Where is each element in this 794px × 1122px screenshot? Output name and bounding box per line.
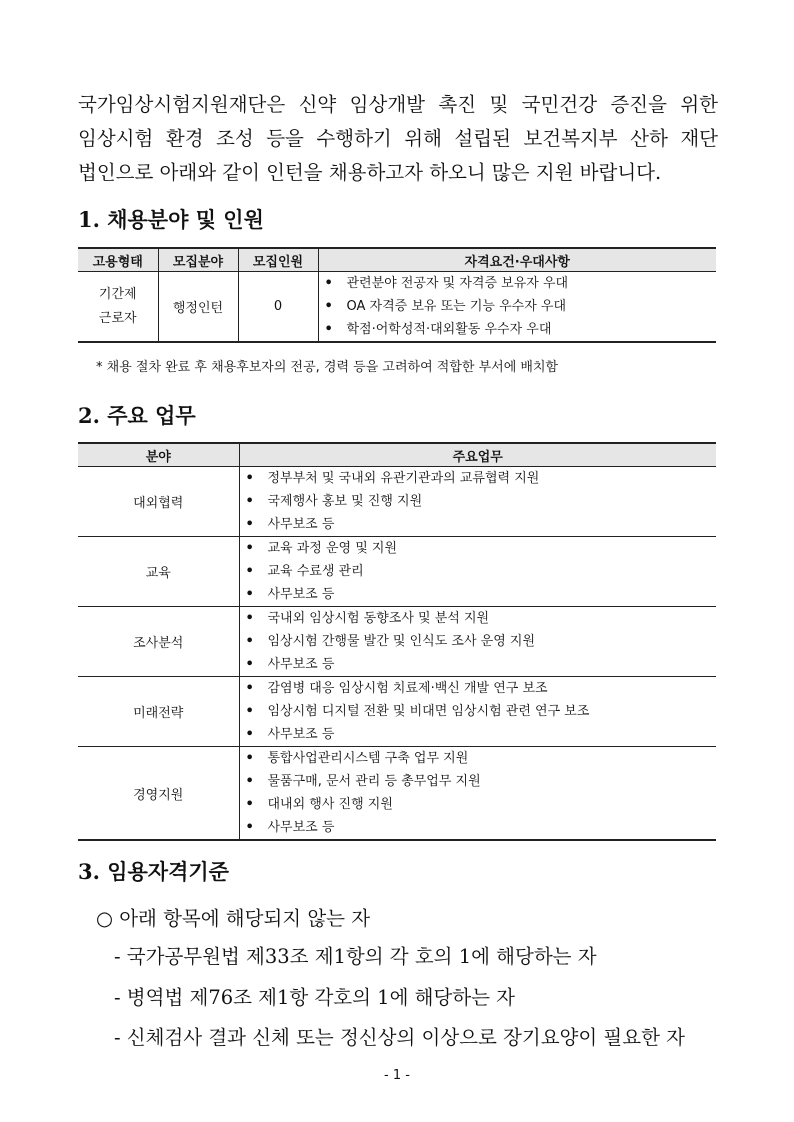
dash-item: - 병역법 제76조 제1항 각호의 1에 해당하는 자 xyxy=(114,986,515,1009)
circle-item: ○ 아래 항목에 해당되지 않는 자 xyxy=(96,907,371,930)
header-employment-type: 고용형태 xyxy=(78,248,158,272)
list-item: • 임상시험 디지털 전환 및 비대면 임상시험 관련 연구 보조 xyxy=(246,700,717,723)
list-item: • 학점·어학성적·대외활동 우수자 우대 xyxy=(325,318,717,341)
employment-type-line: 기간제 xyxy=(98,286,137,302)
header-area: 분야 xyxy=(78,443,239,467)
list-item: • 국내외 임상시험 동향조사 및 분석 지원 xyxy=(246,607,717,630)
area-cell: 경영지원 xyxy=(78,747,239,841)
employment-type-cell xyxy=(78,272,158,343)
header-field: 모집분야 xyxy=(158,248,238,272)
list-item: • 국제행사 홍보 및 진행 지원 xyxy=(246,490,717,513)
recruitment-table xyxy=(78,247,716,343)
list-item: • 사무보조 등 xyxy=(246,723,717,746)
header-qualifications: 자격요건·우대사항 xyxy=(318,248,716,272)
section-1-title: 1. 채용분야 및 인원 xyxy=(78,207,264,232)
list-item: • 사무보조 등 xyxy=(246,583,717,606)
table-row xyxy=(78,467,716,537)
table-row xyxy=(78,272,716,343)
list-item: • 사무보조 등 xyxy=(246,653,717,676)
list-item: • OA 자격증 보유 또는 기능 우수자 우대 xyxy=(325,295,717,318)
list-item: • 정부부처 및 국내외 유관기관과의 교류협력 지원 xyxy=(246,467,717,490)
table-row xyxy=(78,677,716,747)
intro-paragraph xyxy=(78,88,718,190)
dash-item: - 국가공무원법 제33조 제1항의 각 호의 1에 해당하는 자 xyxy=(114,945,597,968)
list-item: • 교육 과정 운영 및 지원 xyxy=(246,537,717,560)
tasks-cell xyxy=(239,747,716,841)
table-row xyxy=(78,747,716,841)
section-2-title: 2. 주요 업무 xyxy=(78,403,196,428)
list-item: • 감염병 대응 임상시험 치료제·백신 개발 연구 보조 xyxy=(246,677,717,700)
placement-note: * 채용 절차 완료 후 채용후보자의 전공, 경력 등을 고려하여 적합한 부서에 배치함 xyxy=(96,360,559,375)
dash-item: - 신체검사 결과 신체 또는 정신상의 이상으로 장기요양이 필요한 자 xyxy=(114,1026,685,1049)
list-item: • 관련분야 전공자 및 자격증 보유자 우대 xyxy=(325,272,717,295)
field-cell: 행정인턴 xyxy=(158,272,238,343)
section-3-title: 3. 임용자격기준 xyxy=(78,859,229,884)
tasks-cell xyxy=(239,607,716,677)
area-cell: 미래전략 xyxy=(78,677,239,747)
tasks-cell xyxy=(239,537,716,607)
list-item: • 물품구매, 문서 관리 등 총무업무 지원 xyxy=(246,770,717,793)
intro-line: 국가임상시험지원재단은 신약 임상개발 촉진 및 국민건강 증진을 위한 xyxy=(78,93,718,116)
page-number: - 1 - xyxy=(384,1068,410,1083)
header-duties: 주요업무 xyxy=(239,443,716,467)
table-header-row xyxy=(78,443,716,467)
list-item: • 사무보조 등 xyxy=(246,816,717,839)
table-row xyxy=(78,607,716,677)
list-item: • 통합사업관리시스템 구축 업무 지원 xyxy=(246,747,717,770)
tasks-cell xyxy=(239,467,716,537)
list-item: • 임상시험 간행물 발간 및 인식도 조사 운영 지원 xyxy=(246,630,717,653)
list-item: • 사무보조 등 xyxy=(246,513,717,536)
employment-type-line: 근로자 xyxy=(98,310,137,326)
intro-line: 법인으로 아래와 같이 인턴을 채용하고자 하오니 많은 지원 바랍니다. xyxy=(78,161,662,184)
duties-table xyxy=(78,442,716,841)
table-row xyxy=(78,537,716,607)
area-cell: 조사분석 xyxy=(78,607,239,677)
area-cell: 교육 xyxy=(78,537,239,607)
list-item: • 대내외 행사 진행 지원 xyxy=(246,793,717,816)
intro-line: 임상시험 환경 조성 등을 수행하기 위해 설립된 보건복지부 산하 재단 xyxy=(78,127,718,150)
qualifications-cell xyxy=(318,272,716,343)
count-cell: 0 xyxy=(238,272,318,343)
table-header-row xyxy=(78,248,716,272)
area-cell: 대외협력 xyxy=(78,467,239,537)
list-item: • 교육 수료생 관리 xyxy=(246,560,717,583)
tasks-cell xyxy=(239,677,716,747)
header-count: 모집인원 xyxy=(238,248,318,272)
